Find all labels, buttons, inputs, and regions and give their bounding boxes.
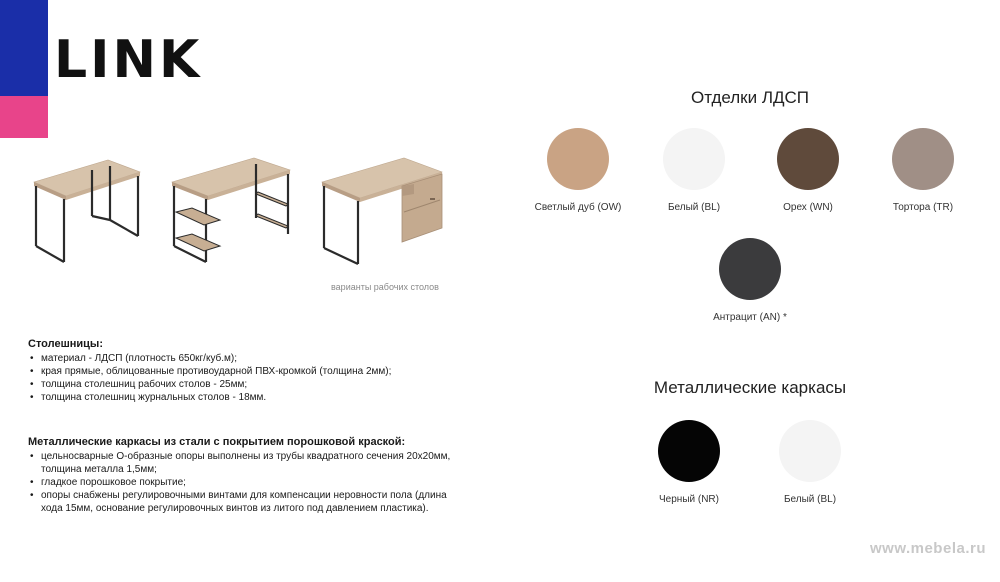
tabletops-spec bbox=[28, 338, 468, 404]
swatch-walnut bbox=[748, 128, 868, 213]
list-item: • материал - ЛДСП (плотность 650кг/куб.м); bbox=[28, 352, 468, 365]
swatch-tortora bbox=[863, 128, 983, 213]
swatch-circle bbox=[663, 128, 725, 190]
frames-heading: Металлические каркасы из стали с покрытием порошковой краской: bbox=[28, 436, 406, 448]
list-item: • цельносварные О-образные опоры выполнены из трубы квадратного сечения 20х20мм, толщина металла 1,5мм; bbox=[28, 450, 468, 476]
list-item: • опоры снабжены регулировочными винтами для компенсации неровности пола (длина хода 15мм, основание регулировочных винтов из литого под давлением пластика). bbox=[28, 489, 468, 515]
finishes-title: Отделки ЛДСП bbox=[691, 88, 809, 107]
metal-title: Металлические каркасы bbox=[653, 378, 847, 397]
swatch-circle bbox=[719, 238, 781, 300]
brand-bar-blue bbox=[0, 0, 48, 96]
swatch-white bbox=[634, 128, 754, 213]
swatch-black bbox=[629, 420, 749, 505]
tabletops-list bbox=[28, 352, 468, 404]
swatch-circle bbox=[658, 420, 720, 482]
swatch-circle bbox=[779, 420, 841, 482]
swatch-circle bbox=[777, 128, 839, 190]
desks-caption: варианты рабочих столов bbox=[331, 282, 439, 292]
frames-spec bbox=[28, 436, 468, 515]
desk-drawer-image bbox=[318, 150, 446, 270]
swatch-circle bbox=[892, 128, 954, 190]
list-item: • гладкое порошковое покрытие; bbox=[28, 476, 468, 489]
swatch-label: Черный (NR) bbox=[659, 494, 719, 505]
list-item: • толщина столешниц журнальных столов - 18мм. bbox=[28, 391, 468, 404]
list-item: • толщина столешниц рабочих столов - 25мм; bbox=[28, 378, 468, 391]
swatch-metal-white bbox=[750, 420, 870, 505]
watermark: www.mebelа.ru bbox=[870, 540, 986, 557]
swatch-label: Светлый дуб (OW) bbox=[534, 202, 622, 213]
desk-frame-image bbox=[28, 150, 146, 270]
logo: LINK bbox=[54, 30, 203, 90]
swatch-label: Орех (WN) bbox=[783, 202, 833, 213]
swatch-light-oak bbox=[518, 128, 638, 213]
brand-bar-pink bbox=[0, 96, 48, 138]
swatch-circle bbox=[547, 128, 609, 190]
tabletops-heading: Столешницы: bbox=[28, 338, 103, 350]
list-item: • края прямые, облицованные противоударной ПВХ-кромкой (толщина 2мм); bbox=[28, 365, 468, 378]
swatch-label: Антрацит (AN) * bbox=[713, 312, 787, 323]
desk-shelves-image bbox=[168, 150, 294, 270]
swatch-label: Белый (BL) bbox=[783, 494, 837, 505]
swatch-label: Тортора (TR) bbox=[892, 202, 954, 213]
frames-list bbox=[28, 450, 468, 515]
swatch-label: Белый (BL) bbox=[667, 202, 721, 213]
swatch-anthracite bbox=[690, 238, 810, 323]
